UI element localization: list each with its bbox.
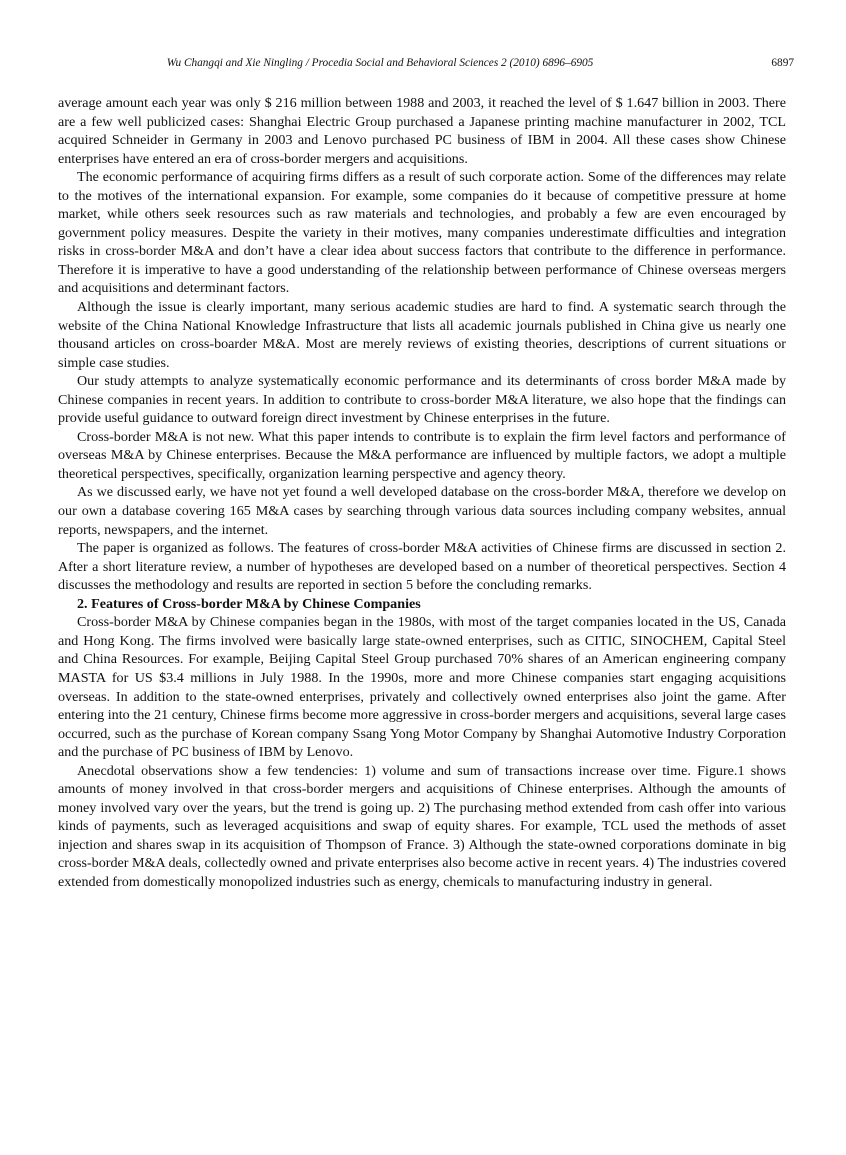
paragraph: Although the issue is clearly important, many serious academic studies are hard to find. A systematic search through the website of the China National Knowledge Infrastructure that lists all academic journals published in China give us nearly one thousand articles on cross-boarder M&A. Most are merely reviews of existing theories, descriptions of current situations or simple case studies. — [58, 299, 786, 371]
page-number: 6897 — [771, 57, 794, 69]
paragraph: Anecdotal observations show a few tendencies: 1) volume and sum of transactions increase over time. Figure.1 shows amounts of money involved in that cross-border mergers and acquisitions of Chinese enterprises. Although the amounts of money involved vary over the years, but the trend is going up. 2) The purchasing method extended from cash offer into various kinds of payments, such as leveraged acquisitions and swap of equity shares. For example, TCL used the methods of asset injection and shares swap in its acquisition of Thompson of France. 3) Although the state-owned corporations dominate in big cross-border M&A deals, collectedly owned and private enterprises also become active in recent years. 4) The industries covered extended from domestically monopolized industries such as energy, chemicals to manufacturing industry in general. — [58, 762, 786, 890]
paragraph: The economic performance of acquiring firms differs as a result of such corporate action. Some of the differences may relate to the motives of the international expansion. For example, some companies do it because of competitive pressure at home market, while others seek resources such as raw materials and technologies, and probably a few are even encouraged by government policy measures. Despite the variety in their motives, many companies underestimate difficulties and integration risks in cross-border M&A and don’t have a clear idea about success factors that contribute to the difference in performance. Therefore it is imperative to have a good understanding of the relationship between performance of Chinese overseas mergers and acquisitions and determinant factors. — [58, 169, 786, 297]
paragraph: The paper is organized as follows. The features of cross-border M&A activities of Chinese firms are discussed in section 2. After a short literature review, a number of hypotheses are developed based on a number of theoretical perspectives. Section 4 discusses the methodology and results are reported in section 5 before the concluding remarks. — [58, 540, 786, 594]
body-text — [58, 94, 786, 892]
paragraph: Our study attempts to analyze systematically economic performance and its determinants of cross border M&A made by Chinese companies in recent years. In addition to contribute to cross-border M&A literature, we also hope that the findings can provide useful guidance to outward foreign direct investment by Chinese enterprises in the future. — [58, 373, 786, 427]
paragraph-continued: average amount each year was only $ 216 million between 1988 and 2003, it reached the level of $ 1.647 billion in 2003. There are a few well publicized cases: Shanghai Electric Group purchased a Japanese printing machine manufacturer in 2002, TCL acquired Schneider in Germany in 2003 and Lenovo purchased PC business of IBM in 2004. All these cases show Chinese enterprises have entered an era of cross-border mergers and acquisitions. — [58, 95, 786, 167]
paragraph: Cross-border M&A is not new. What this paper intends to contribute is to explain the firm level factors and performance of overseas M&A by Chinese enterprises. Because the M&A performance are influenced by multiple factors, we adopt a multiple theoretical perspectives, specifically, organization learning perspective and agency theory. — [58, 428, 786, 482]
paragraph: Cross-border M&A by Chinese companies began in the 1980s, with most of the target companies located in the US, Canada and Hong Kong. The firms involved were basically large state-owned enterprises, such as CITIC, SINOCHEM, Capital Steel and China Resources. For example, Beijing Capital Steel Group purchased 70% shares of an American engineering company MASTA for US $3.4 millions in July 1988. In the 1990s, more and more Chinese companies start engaging acquisitions overseas. In addition to the state-owned enterprises, privately and collectively owned enterprises also joint the game. After entering into the 21 century, Chinese firms become more aggressive in cross-border mergers and acquisitions, several large cases occurred, such as the purchase of Korean company Ssang Yong Motor Company by Shanghai Automotive Industry Corporation and the purchase of PC business of IBM by Lenovo. — [58, 614, 786, 761]
section-heading: 2. Features of Cross-border M&A by Chinese Companies — [77, 595, 421, 612]
running-header — [58, 57, 794, 73]
running-title: Wu Changqi and Xie Ningling / Procedia Social and Behavioral Sciences 2 (2010) 6896–6905 — [166, 57, 594, 69]
paragraph: As we discussed early, we have not yet found a well developed database on the cross-border M&A, therefore we develop on our own a database covering 165 M&A cases by searching through various data sources including company websites, annual reports, newspapers, and the internet. — [58, 484, 786, 538]
